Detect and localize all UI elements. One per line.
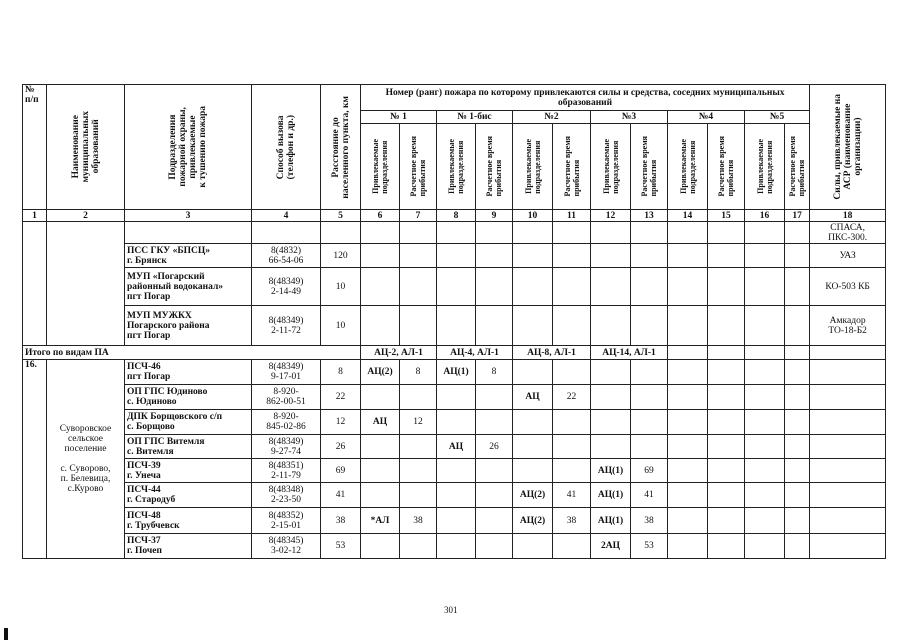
rank-time-cell: 8 bbox=[476, 360, 513, 385]
rank-unit-cell bbox=[513, 435, 553, 459]
empty-cell bbox=[591, 222, 631, 244]
empty-cell bbox=[476, 222, 513, 244]
unit-name: ДПК Борщовского с/п с. Борщово bbox=[125, 410, 252, 435]
empty-cell bbox=[668, 268, 708, 306]
empty-cell bbox=[708, 268, 745, 306]
unit-phone: 8(48349) 9-27-74 bbox=[252, 435, 321, 459]
asr-forces bbox=[810, 459, 886, 483]
rank-unit-cell: АЦ bbox=[437, 435, 476, 459]
block2-num: 16. bbox=[23, 360, 47, 559]
unit-name: ПСЧ-39 г. Унеча bbox=[125, 459, 252, 483]
sub-header-time: Расчетное время прибытия bbox=[708, 124, 745, 210]
totals-rank-2: АЦ-8, АЛ-1 bbox=[513, 346, 591, 360]
unit-name: ПСЧ-46 пгт Погар bbox=[125, 360, 252, 385]
asr-forces bbox=[810, 360, 886, 385]
sub-header-units: Привлекаемые подразделения bbox=[361, 124, 400, 210]
empty-cell bbox=[708, 435, 745, 459]
rank-time-cell bbox=[631, 410, 668, 435]
column-number: 9 bbox=[476, 210, 513, 222]
rank-unit-cell bbox=[513, 410, 553, 435]
rank-unit-cell bbox=[437, 410, 476, 435]
unit-phone: 8(4832) 66-54-06 bbox=[252, 244, 321, 268]
municipal-localities: с. Суворово, п. Белевица, с.Курово bbox=[60, 464, 111, 494]
rank-unit-cell bbox=[513, 459, 553, 483]
rank-unit-cell bbox=[361, 385, 400, 410]
empty-cell bbox=[785, 483, 810, 508]
unit-distance: 12 bbox=[321, 410, 361, 435]
rank-unit-cell bbox=[437, 534, 476, 559]
empty-cell bbox=[668, 508, 708, 534]
column-number: 2 bbox=[47, 210, 125, 222]
column-number: 17 bbox=[785, 210, 810, 222]
unit-distance: 38 bbox=[321, 508, 361, 534]
unit-name: МУП «Погарский районный водоканал» пгт Погар bbox=[125, 268, 252, 306]
empty-cell bbox=[553, 244, 591, 268]
asr-forces bbox=[810, 483, 886, 508]
fire-resources-table bbox=[22, 84, 886, 559]
rank-unit-cell bbox=[437, 459, 476, 483]
empty-cell bbox=[361, 306, 400, 346]
column-number: 3 bbox=[125, 210, 252, 222]
empty-cell bbox=[708, 244, 745, 268]
rank-time-cell bbox=[476, 508, 513, 534]
rank-unit-cell bbox=[437, 508, 476, 534]
rank-time-cell bbox=[631, 435, 668, 459]
unit-phone bbox=[252, 222, 321, 244]
totals-rank-1: АЦ-2, АЛ-1 bbox=[361, 346, 437, 360]
rank-time-cell: 41 bbox=[631, 483, 668, 508]
unit-phone: 8(48352) 2-15-01 bbox=[252, 508, 321, 534]
unit-distance: 41 bbox=[321, 483, 361, 508]
unit-distance bbox=[321, 222, 361, 244]
unit-name: ПСС ГКУ «БПСЦ» г. Брянск bbox=[125, 244, 252, 268]
rank-time-cell bbox=[553, 534, 591, 559]
sub-header-time: Расчетное время прибытия bbox=[553, 124, 591, 210]
header-municipal: Наименование муниципальных образований bbox=[47, 85, 125, 210]
empty-cell bbox=[513, 244, 553, 268]
empty-cell bbox=[591, 244, 631, 268]
empty-cell bbox=[785, 360, 810, 385]
empty-cell bbox=[785, 534, 810, 559]
rank-unit-cell bbox=[513, 360, 553, 385]
empty-cell bbox=[785, 435, 810, 459]
sub-header-units: Привлекаемые подразделения bbox=[513, 124, 553, 210]
unit-phone: 8(48349) 9-17-01 bbox=[252, 360, 321, 385]
rank-time-cell: 22 bbox=[553, 385, 591, 410]
rank-time-cell bbox=[400, 483, 437, 508]
column-number: 11 bbox=[553, 210, 591, 222]
rank-unit-cell bbox=[513, 534, 553, 559]
empty-cell bbox=[745, 508, 785, 534]
rank-time-cell bbox=[553, 360, 591, 385]
asr-forces bbox=[810, 385, 886, 410]
rank-unit-cell: АЦ bbox=[513, 385, 553, 410]
rank-unit-cell: 2АЦ bbox=[591, 534, 631, 559]
asr-forces: Амкадор ТО-18-Б2 bbox=[810, 306, 886, 346]
unit-name: ПСЧ-44 г. Стародуб bbox=[125, 483, 252, 508]
empty-cell bbox=[708, 360, 745, 385]
totals-label: Итого по видам ПА bbox=[23, 346, 361, 360]
empty-cell bbox=[361, 222, 400, 244]
rank-unit-cell bbox=[361, 534, 400, 559]
empty-cell bbox=[708, 534, 745, 559]
empty-cell bbox=[785, 459, 810, 483]
rank-time-cell bbox=[476, 410, 513, 435]
rank-time-cell: 38 bbox=[553, 508, 591, 534]
empty-cell bbox=[668, 459, 708, 483]
unit-distance: 8 bbox=[321, 360, 361, 385]
header-asr: Силы, привлекаемые на АСР (наименование организации) bbox=[810, 85, 886, 210]
empty-cell bbox=[708, 346, 745, 360]
sub-header-time: Расчетное время прибытия bbox=[631, 124, 668, 210]
rank-time-cell bbox=[400, 435, 437, 459]
empty-cell bbox=[668, 360, 708, 385]
empty-cell bbox=[785, 508, 810, 534]
header-call: Способ вызова (телефон и др.) bbox=[252, 85, 321, 210]
column-number: 14 bbox=[668, 210, 708, 222]
empty-cell bbox=[437, 268, 476, 306]
empty-cell bbox=[668, 346, 708, 360]
empty-cell bbox=[668, 410, 708, 435]
totals-rank-3: АЦ-14, АЛ-1 bbox=[591, 346, 668, 360]
empty-cell bbox=[361, 268, 400, 306]
block1-num bbox=[23, 222, 47, 346]
rank-time-cell bbox=[631, 385, 668, 410]
empty-cell bbox=[400, 244, 437, 268]
rank-1: № 1 bbox=[361, 111, 437, 124]
asr-forces: КО-503 КБ bbox=[810, 268, 886, 306]
rank-unit-cell bbox=[361, 483, 400, 508]
empty-cell bbox=[785, 306, 810, 346]
rank-unit-cell bbox=[591, 410, 631, 435]
header-num: № п/п bbox=[23, 85, 47, 210]
unit-phone: 8(48345) 3-02-12 bbox=[252, 534, 321, 559]
column-number: 15 bbox=[708, 210, 745, 222]
empty-cell bbox=[785, 410, 810, 435]
municipal-name: Суворовское сельское поселение bbox=[59, 424, 112, 454]
rank-time-cell bbox=[476, 534, 513, 559]
unit-name bbox=[125, 222, 252, 244]
empty-cell bbox=[745, 268, 785, 306]
unit-distance: 22 bbox=[321, 385, 361, 410]
totals-rank-1bis: АЦ-4, АЛ-1 bbox=[437, 346, 513, 360]
empty-cell bbox=[785, 385, 810, 410]
unit-distance: 26 bbox=[321, 435, 361, 459]
empty-cell bbox=[668, 483, 708, 508]
column-number: 4 bbox=[252, 210, 321, 222]
rank-time-cell: 8 bbox=[400, 360, 437, 385]
header-distance: Расстояние до населенного пункта, км bbox=[321, 85, 361, 210]
empty-cell bbox=[668, 222, 708, 244]
column-number: 18 bbox=[810, 210, 886, 222]
rank-unit-cell: АЦ(1) bbox=[591, 483, 631, 508]
empty-cell bbox=[400, 306, 437, 346]
sub-header-time: Расчетное время прибытия bbox=[476, 124, 513, 210]
rank-time-cell bbox=[476, 385, 513, 410]
empty-cell bbox=[745, 410, 785, 435]
rank-time-cell: 12 bbox=[400, 410, 437, 435]
unit-distance: 53 bbox=[321, 534, 361, 559]
unit-name: ОП ГПС Витемля с. Витемля bbox=[125, 435, 252, 459]
block1-municipal bbox=[47, 222, 125, 346]
rank-unit-cell bbox=[591, 435, 631, 459]
empty-cell bbox=[553, 306, 591, 346]
empty-cell bbox=[591, 268, 631, 306]
rank-unit-cell bbox=[437, 385, 476, 410]
empty-cell bbox=[708, 410, 745, 435]
empty-cell bbox=[785, 244, 810, 268]
empty-cell bbox=[631, 244, 668, 268]
unit-name: ОП ГПС Юдиново с. Юдиново bbox=[125, 385, 252, 410]
rank-time-cell bbox=[400, 534, 437, 559]
column-number: 12 bbox=[591, 210, 631, 222]
unit-name: МУП МУЖКХ Погарского района пгт Погар bbox=[125, 306, 252, 346]
column-number: 5 bbox=[321, 210, 361, 222]
rank-time-cell bbox=[400, 459, 437, 483]
empty-cell bbox=[708, 385, 745, 410]
unit-phone: 8-920- 862-00-51 bbox=[252, 385, 321, 410]
unit-distance: 10 bbox=[321, 306, 361, 346]
empty-cell bbox=[591, 306, 631, 346]
empty-cell bbox=[437, 306, 476, 346]
column-number: 6 bbox=[361, 210, 400, 222]
empty-cell bbox=[745, 222, 785, 244]
empty-cell bbox=[745, 346, 785, 360]
empty-cell bbox=[708, 483, 745, 508]
empty-cell bbox=[476, 306, 513, 346]
column-number: 1 bbox=[23, 210, 47, 222]
rank-unit-cell: АЦ(2) bbox=[513, 508, 553, 534]
asr-forces bbox=[810, 508, 886, 534]
empty-cell bbox=[513, 222, 553, 244]
rank-time-cell bbox=[476, 483, 513, 508]
rank-unit-cell bbox=[437, 483, 476, 508]
rank-time-cell: 41 bbox=[553, 483, 591, 508]
empty-cell bbox=[553, 222, 591, 244]
empty-cell bbox=[745, 306, 785, 346]
rank-unit-cell bbox=[591, 360, 631, 385]
block2-municipal bbox=[47, 360, 125, 559]
column-number: 13 bbox=[631, 210, 668, 222]
rank-time-cell: 69 bbox=[631, 459, 668, 483]
sub-header-time: Расчетное время прибытия bbox=[400, 124, 437, 210]
column-number: 10 bbox=[513, 210, 553, 222]
rank-unit-cell: АЦ(1) bbox=[437, 360, 476, 385]
page-number: 301 bbox=[444, 605, 458, 615]
empty-cell bbox=[476, 244, 513, 268]
sub-header-units: Привлекаемые подразделения bbox=[591, 124, 631, 210]
empty-cell bbox=[668, 385, 708, 410]
empty-cell bbox=[745, 244, 785, 268]
empty-cell bbox=[513, 306, 553, 346]
rank-unit-cell: АЦ(1) bbox=[591, 459, 631, 483]
unit-distance: 69 bbox=[321, 459, 361, 483]
rank-unit-cell: АЦ(1) bbox=[591, 508, 631, 534]
asr-forces: СПАСА, ПКС-300. bbox=[810, 222, 886, 244]
rank-unit-cell bbox=[361, 435, 400, 459]
scan-edge-mark bbox=[4, 628, 8, 640]
empty-cell bbox=[400, 268, 437, 306]
empty-cell bbox=[745, 360, 785, 385]
empty-cell bbox=[785, 346, 810, 360]
rank-unit-cell: *АЛ bbox=[361, 508, 400, 534]
sub-header-units: Привлекаемые подразделения bbox=[745, 124, 785, 210]
rank-unit-cell: АЦ(2) bbox=[361, 360, 400, 385]
unit-distance: 10 bbox=[321, 268, 361, 306]
empty-cell bbox=[476, 268, 513, 306]
sub-header-units: Привлекаемые подразделения bbox=[668, 124, 708, 210]
unit-phone: 8-920- 845-02-86 bbox=[252, 410, 321, 435]
empty-cell bbox=[745, 534, 785, 559]
column-number: 8 bbox=[437, 210, 476, 222]
empty-cell bbox=[785, 268, 810, 306]
empty-cell bbox=[708, 459, 745, 483]
empty-cell bbox=[745, 483, 785, 508]
empty-cell bbox=[437, 244, 476, 268]
rank-time-cell bbox=[476, 459, 513, 483]
rank-time-cell: 26 bbox=[476, 435, 513, 459]
unit-phone: 8(48349) 2-14-49 bbox=[252, 268, 321, 306]
empty-cell bbox=[400, 222, 437, 244]
empty-cell bbox=[668, 435, 708, 459]
empty-cell bbox=[745, 459, 785, 483]
rank-unit-cell bbox=[591, 385, 631, 410]
empty-cell bbox=[668, 244, 708, 268]
rank-time-cell bbox=[553, 459, 591, 483]
empty-cell bbox=[361, 244, 400, 268]
asr-forces bbox=[810, 534, 886, 559]
empty-cell bbox=[745, 385, 785, 410]
rank-1bis: № 1-бис bbox=[437, 111, 513, 124]
asr-forces bbox=[810, 410, 886, 435]
sub-header-time: Расчетное время прибытия bbox=[785, 124, 810, 210]
empty-cell bbox=[553, 268, 591, 306]
column-number: 7 bbox=[400, 210, 437, 222]
empty-cell bbox=[708, 306, 745, 346]
header-units: Подразделения пожарной охраны, привлекаемые к тушению пожара bbox=[125, 85, 252, 210]
rank-5: №5 bbox=[745, 111, 810, 124]
empty-cell bbox=[668, 534, 708, 559]
rank-time-cell bbox=[400, 385, 437, 410]
rank-4: №4 bbox=[668, 111, 745, 124]
sub-header-units: Привлекаемые подразделения bbox=[437, 124, 476, 210]
rank-2: №2 bbox=[513, 111, 591, 124]
unit-phone: 8(48348) 2-23-50 bbox=[252, 483, 321, 508]
empty-cell bbox=[631, 268, 668, 306]
rank-time-cell bbox=[631, 360, 668, 385]
rank-time-cell: 38 bbox=[400, 508, 437, 534]
empty-cell bbox=[631, 222, 668, 244]
empty-cell bbox=[708, 222, 745, 244]
unit-distance: 120 bbox=[321, 244, 361, 268]
unit-name: ПСЧ-37 г. Почеп bbox=[125, 534, 252, 559]
empty-cell bbox=[513, 268, 553, 306]
rank-time-cell bbox=[553, 410, 591, 435]
empty-cell bbox=[631, 306, 668, 346]
rank-time-cell bbox=[553, 435, 591, 459]
empty-cell bbox=[785, 222, 810, 244]
rank-time-cell: 53 bbox=[631, 534, 668, 559]
rank-time-cell: 38 bbox=[631, 508, 668, 534]
unit-phone: 8(48351) 2-11-79 bbox=[252, 459, 321, 483]
empty-cell bbox=[708, 508, 745, 534]
rank-unit-cell: АЦ bbox=[361, 410, 400, 435]
unit-name: ПСЧ-48 г. Трубчевск bbox=[125, 508, 252, 534]
unit-phone: 8(48349) 2-11-72 bbox=[252, 306, 321, 346]
header-rank-title: Номер (ранг) пожара по которому привлекаются силы и средства, соседних муниципальных образований bbox=[361, 85, 810, 111]
empty-cell bbox=[668, 306, 708, 346]
empty-cell bbox=[437, 222, 476, 244]
column-number: 16 bbox=[745, 210, 785, 222]
asr-forces bbox=[810, 435, 886, 459]
rank-unit-cell bbox=[361, 459, 400, 483]
asr-forces: УАЗ bbox=[810, 244, 886, 268]
rank-3: №3 bbox=[591, 111, 668, 124]
rank-unit-cell: АЦ(2) bbox=[513, 483, 553, 508]
empty-cell bbox=[810, 346, 886, 360]
empty-cell bbox=[745, 435, 785, 459]
